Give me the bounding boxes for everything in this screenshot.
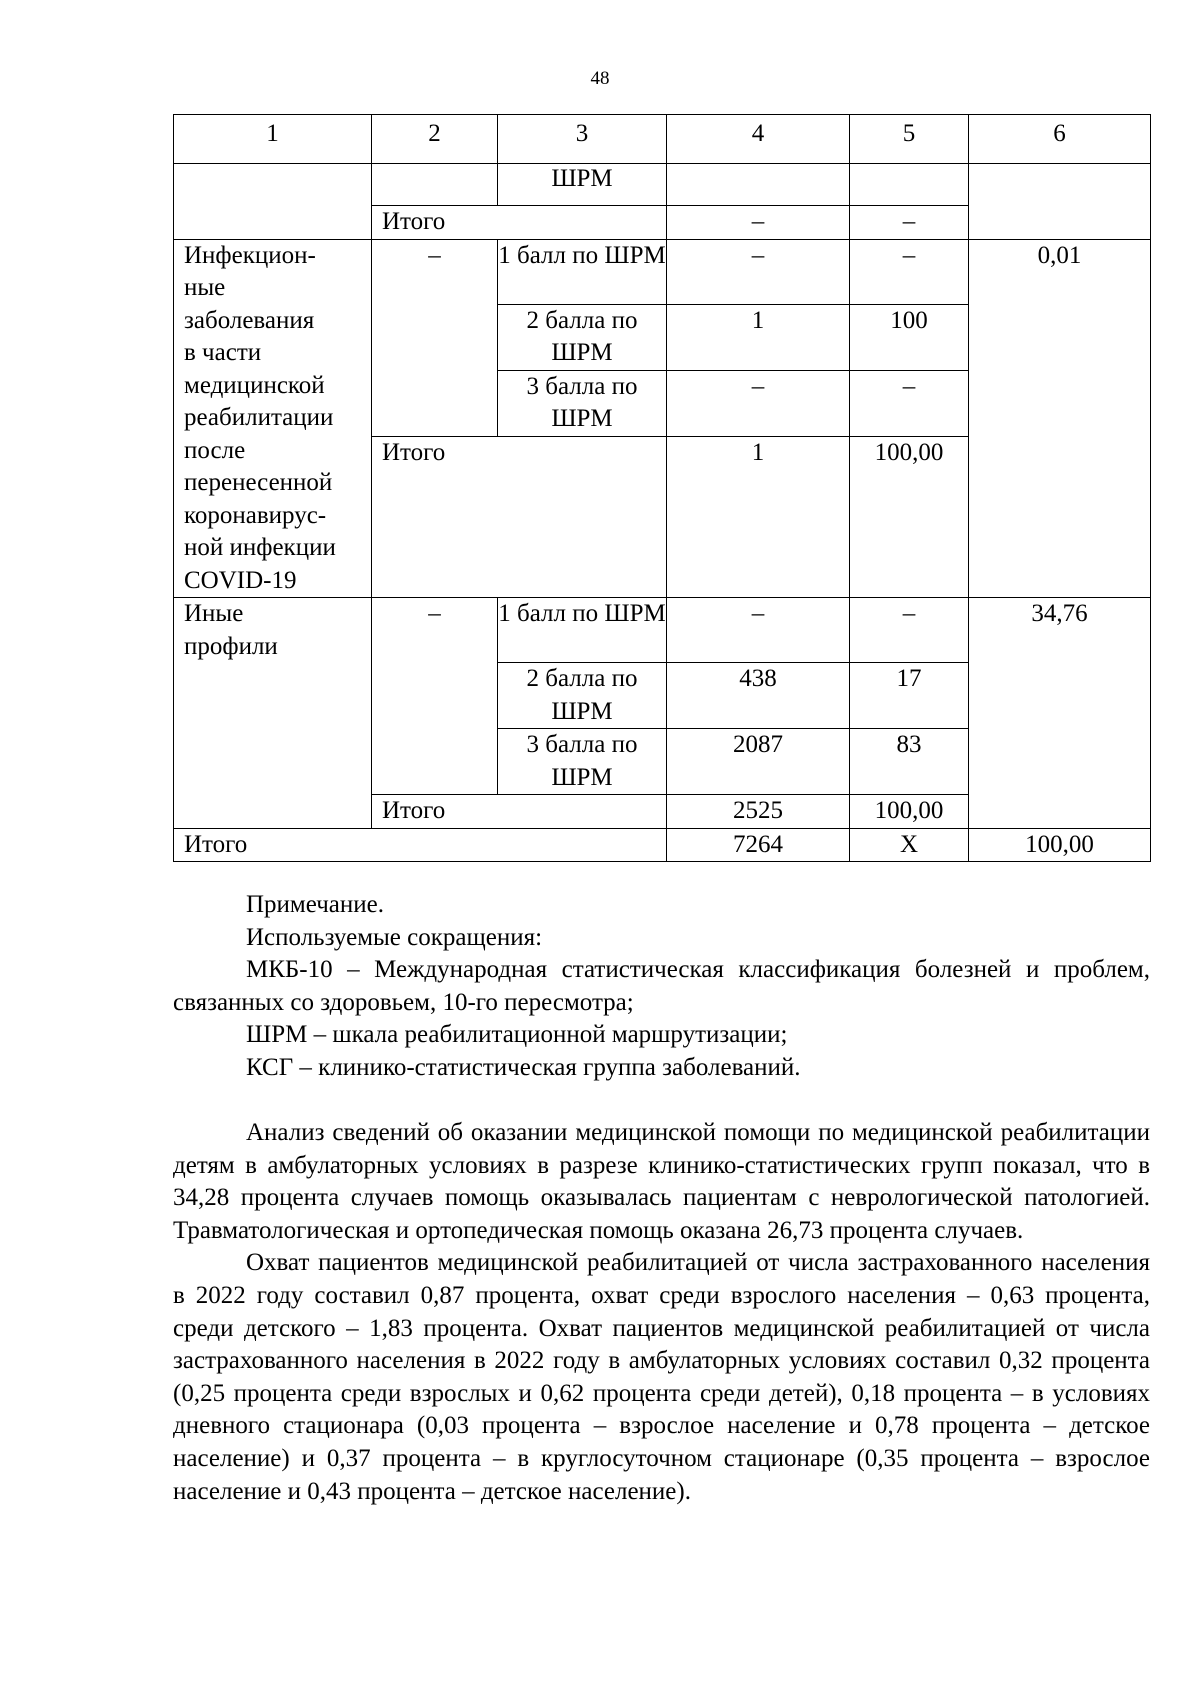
count-cell: 1: [667, 304, 850, 370]
itogo-label: Итого: [372, 436, 667, 597]
header-cell: 3: [498, 115, 667, 164]
abbrev-item: ШРМ – шкала реабилитационной маршрутизации;: [246, 1021, 788, 1049]
mkb-cell: –: [372, 239, 498, 436]
count-cell: 438: [667, 663, 850, 729]
abbrev-item: КСГ – клинико-статистическая группа заболеваний.: [246, 1053, 801, 1081]
paragraph: Анализ сведений об оказании медицинской помощи по медицинской реабилитации детям в амбулаторных условиях в разрезе клинико-статистических групп показал, что в 34,28 процента случаев помощь оказывалась пациентам с неврологической патологией. Травматологическая и ортопедическая помощь оказана 26,73 процента случаев.: [173, 1119, 1150, 1244]
ksg-cell: 2 балла по ШРМ: [498, 304, 667, 370]
mkb-cell: –: [372, 598, 498, 795]
percent-cell: 100: [850, 304, 969, 370]
ksg-cell: 1 балл по ШРМ: [498, 239, 667, 304]
count-cell: [667, 164, 850, 206]
share-cell: 34,76: [969, 598, 1151, 829]
itogo-label: Итого: [372, 795, 667, 829]
data-table: [173, 114, 1151, 862]
mkb-cell: [372, 164, 498, 206]
profile-cell: [174, 164, 372, 240]
percent-cell: 100,00: [850, 436, 969, 597]
profile-label: Инфекцион- ные заболевания в части медицинской реабилитации после перенесенной коронавирус- ной инфекции COVID-19: [184, 241, 336, 594]
abbrev-title: Используемые сокращения:: [246, 923, 543, 951]
percent-cell: –: [850, 370, 969, 436]
header-cell: 2: [372, 115, 498, 164]
total-label: Итого: [174, 828, 667, 862]
ksg-cell: 3 балла по ШРМ: [498, 729, 667, 795]
notes-section: [173, 889, 1150, 1085]
percent-cell: 100,00: [850, 795, 969, 829]
count-cell: –: [667, 239, 850, 304]
share-cell: [969, 164, 1151, 240]
count-cell: 2087: [667, 729, 850, 795]
count-cell: –: [667, 206, 850, 240]
page-number: 48: [590, 68, 610, 89]
count-cell: 2525: [667, 795, 850, 829]
abbrev-item: МКБ-10 – Международная статистическая классификация болезней и проблем, связанных со здоровьем, 10-го пересмотра;: [173, 956, 1150, 1016]
table-row: [174, 598, 1151, 663]
notes-title: Примечание.: [246, 891, 385, 918]
percent-cell: [850, 164, 969, 206]
ksg-cell: ШРМ: [498, 164, 667, 206]
header-cell: 5: [850, 115, 969, 164]
header-cell: 6: [969, 115, 1151, 164]
share-cell: 0,01: [969, 239, 1151, 598]
table-row: [174, 164, 1151, 206]
table-total-row: [174, 828, 1151, 862]
table-row: [174, 239, 1151, 304]
total-percent: Х: [850, 828, 969, 862]
paragraph: Охват пациентов медицинской реабилитацией от числа застрахованного населения в 2022 году составил 0,87 процента, охват среди взрослого населения – 0,63 процента, среди детского – 1,83 процента. Охват пациентов медицинской реабилитацией от числа застрахованного населения в 2022 году в амбулаторных условиях составил 0,32 процента (0,25 процента среди взрослых и 0,62 процента среди детей), 0,18 процента – в условиях дневного стационара (0,03 процента – взрослое население и 0,78 процента – детское население) и 0,37 процента – в круглосуточном стационаре (0,35 процента – взрослое население и 0,43 процента – детское население).: [173, 1249, 1150, 1505]
itogo-label: Итого: [372, 206, 667, 240]
analysis-section: [173, 1117, 1150, 1508]
count-cell: –: [667, 598, 850, 663]
profile-label: Иные профили: [184, 600, 278, 660]
ksg-cell: 1 балл по ШРМ: [498, 598, 667, 663]
percent-cell: –: [850, 239, 969, 304]
total-count: 7264: [667, 828, 850, 862]
ksg-cell: 2 балла по ШРМ: [498, 663, 667, 729]
total-share: 100,00: [969, 828, 1151, 862]
header-cell: 4: [667, 115, 850, 164]
count-cell: –: [667, 370, 850, 436]
profile-cell: [174, 598, 372, 829]
table-header-row: [174, 115, 1151, 164]
count-cell: 1: [667, 436, 850, 597]
percent-cell: 17: [850, 663, 969, 729]
percent-cell: –: [850, 206, 969, 240]
profile-cell: [174, 239, 372, 598]
percent-cell: –: [850, 598, 969, 663]
ksg-cell: 3 балла по ШРМ: [498, 370, 667, 436]
percent-cell: 83: [850, 729, 969, 795]
header-cell: 1: [174, 115, 372, 164]
